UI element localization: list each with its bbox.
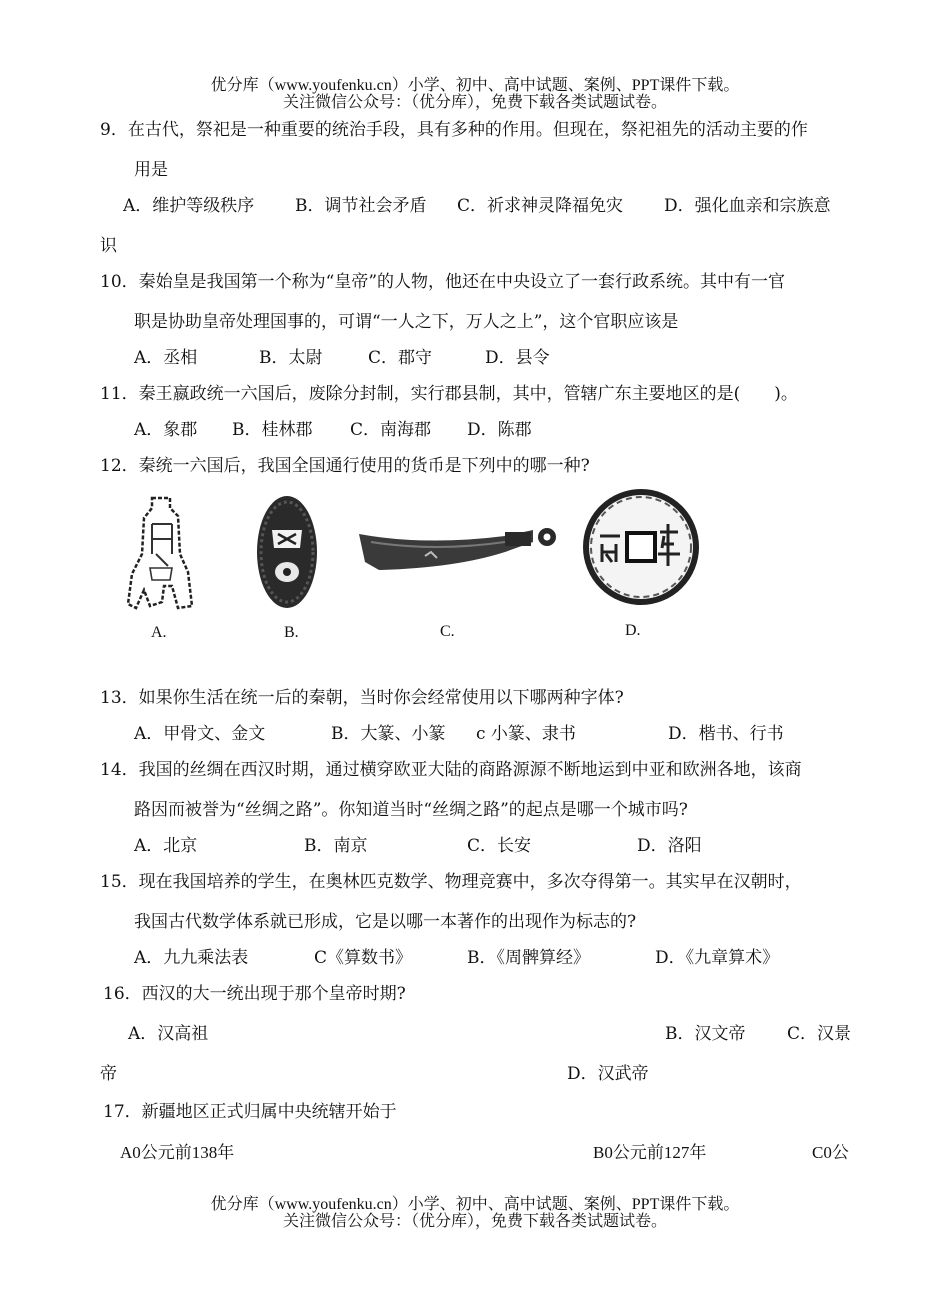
q15-option-b: B．《周髀算经》 <box>467 948 590 968</box>
q14-option-a: A．北京 <box>134 836 198 856</box>
footer-line-2: 关注微信公众号：（优分库），免费下载各类试题试卷。 <box>282 1213 667 1230</box>
coin-label-b: B. <box>284 624 299 641</box>
q17-option-b: B0公元前127年 <box>593 1143 707 1162</box>
q9-option-d-cont: 识 <box>100 236 117 256</box>
q16-option-b: B．汉文帝 <box>665 1024 746 1044</box>
coin-label-d: D. <box>625 622 641 639</box>
q10-stem: 10．秦始皇是我国第一个称为“皇帝”的人物，他还在中央设立了一套行政系统。其中有一官 <box>100 272 786 292</box>
q13-option-b: B．大篆、小篆 <box>331 724 446 744</box>
q13-option-c: c 小篆、隶书 <box>476 724 576 744</box>
header-line-1: 优分库（www.youfenku.cn）小学、初中、高中试题、案例、PPT课件下载。 <box>210 77 740 94</box>
footer-line-1: 优分库（www.youfenku.cn）小学、初中、高中试题、案例、PPT课件下载。 <box>210 1196 740 1213</box>
q10-option-b: B．太尉 <box>259 348 323 368</box>
q11-option-c: C．南海郡 <box>350 420 432 440</box>
q16-option-a: A．汉高祖 <box>128 1024 209 1044</box>
header-line-2: 关注微信公众号：（优分库），免费下载各类试题试卷。 <box>282 94 667 111</box>
q10-option-c: C．郡守 <box>368 348 433 368</box>
q9-option-b: B．调节社会矛盾 <box>295 196 427 216</box>
q16-option-d: D．汉武帝 <box>567 1064 649 1084</box>
coin-label-c: C. <box>440 623 455 640</box>
q9-stem: 9．在古代，祭祀是一种重要的统治手段，具有多种的作用。但现在，祭祀祖先的活动主要的作 <box>100 120 808 140</box>
q11-option-b: B．桂林郡 <box>232 420 313 440</box>
q9-option-d: D．强化血亲和宗族意 <box>664 196 831 216</box>
q14-stem: 14．我国的丝绸在西汉时期，通过横穿欧亚大陆的商路源源不断地运到中亚和欧洲各地，该商 <box>100 760 802 780</box>
q9-stem-cont: 用是 <box>134 160 168 180</box>
q9-option-a: A．维护等级秩序 <box>123 196 255 216</box>
knife-coin-image <box>355 512 563 574</box>
q13-stem: 13．如果你生活在统一后的秦朝，当时你会经常使用以下哪两种字体? <box>100 688 624 708</box>
q10-option-a: A．丞相 <box>134 348 198 368</box>
q14-stem-cont: 路因而被誉为“丝绸之路”。你知道当时“丝绸之路”的起点是哪一个城市吗? <box>134 800 688 820</box>
q17-option-a: A0公元前138年 <box>120 1143 235 1162</box>
coin-label-a: A. <box>151 624 167 641</box>
q15-stem-cont: 我国古代数学体系就已形成，它是以哪一本著作的出现作为标志的? <box>134 912 637 932</box>
q14-option-d: D．洛阳 <box>637 836 702 856</box>
q16-option-c: C．汉景 <box>787 1024 852 1044</box>
q15-option-c: C《算数书》 <box>314 948 413 968</box>
q11-stem: 11．秦王嬴政统一六国后，废除分封制，实行郡县制，其中，管辖广东主要地区的是( )。 <box>100 384 798 404</box>
ant-nose-coin-image <box>250 490 324 614</box>
q13-option-d: D．楷书、行书 <box>668 724 784 744</box>
q17-stem: 17．新疆地区正式归属中央统辖开始于 <box>103 1102 397 1122</box>
q10-option-d: D．县令 <box>485 348 550 368</box>
q15-option-d: D．《九章算术》 <box>655 948 780 968</box>
q14-option-c: C．长安 <box>467 836 532 856</box>
spade-coin-image <box>122 494 200 614</box>
ban-liang-coin-image <box>582 488 700 606</box>
q12-stem: 12．秦统一六国后，我国全国通行使用的货币是下列中的哪一种? <box>100 456 590 476</box>
q16-stem: 16．西汉的大一统出现于那个皇帝时期? <box>103 984 406 1004</box>
q15-option-a: A．九九乘法表 <box>134 948 249 968</box>
q16-option-c-cont: 帝 <box>100 1064 117 1084</box>
q17-option-c: C0公 <box>812 1143 849 1162</box>
q10-stem-cont: 职是协助皇帝处理国事的，可谓“一人之下，万人之上”，这个官职应该是 <box>134 312 679 332</box>
q11-option-a: A．象郡 <box>134 420 198 440</box>
q9-option-c: C．祈求神灵降福免灾 <box>457 196 624 216</box>
q11-option-d: D．陈郡 <box>467 420 532 440</box>
q14-option-b: B．南京 <box>304 836 368 856</box>
q13-option-a: A．甲骨文、金文 <box>134 724 266 744</box>
q15-stem: 15．现在我国培养的学生，在奥林匹克数学、物理竞赛中，多次夺得第一。其实早在汉朝时， <box>100 872 802 892</box>
